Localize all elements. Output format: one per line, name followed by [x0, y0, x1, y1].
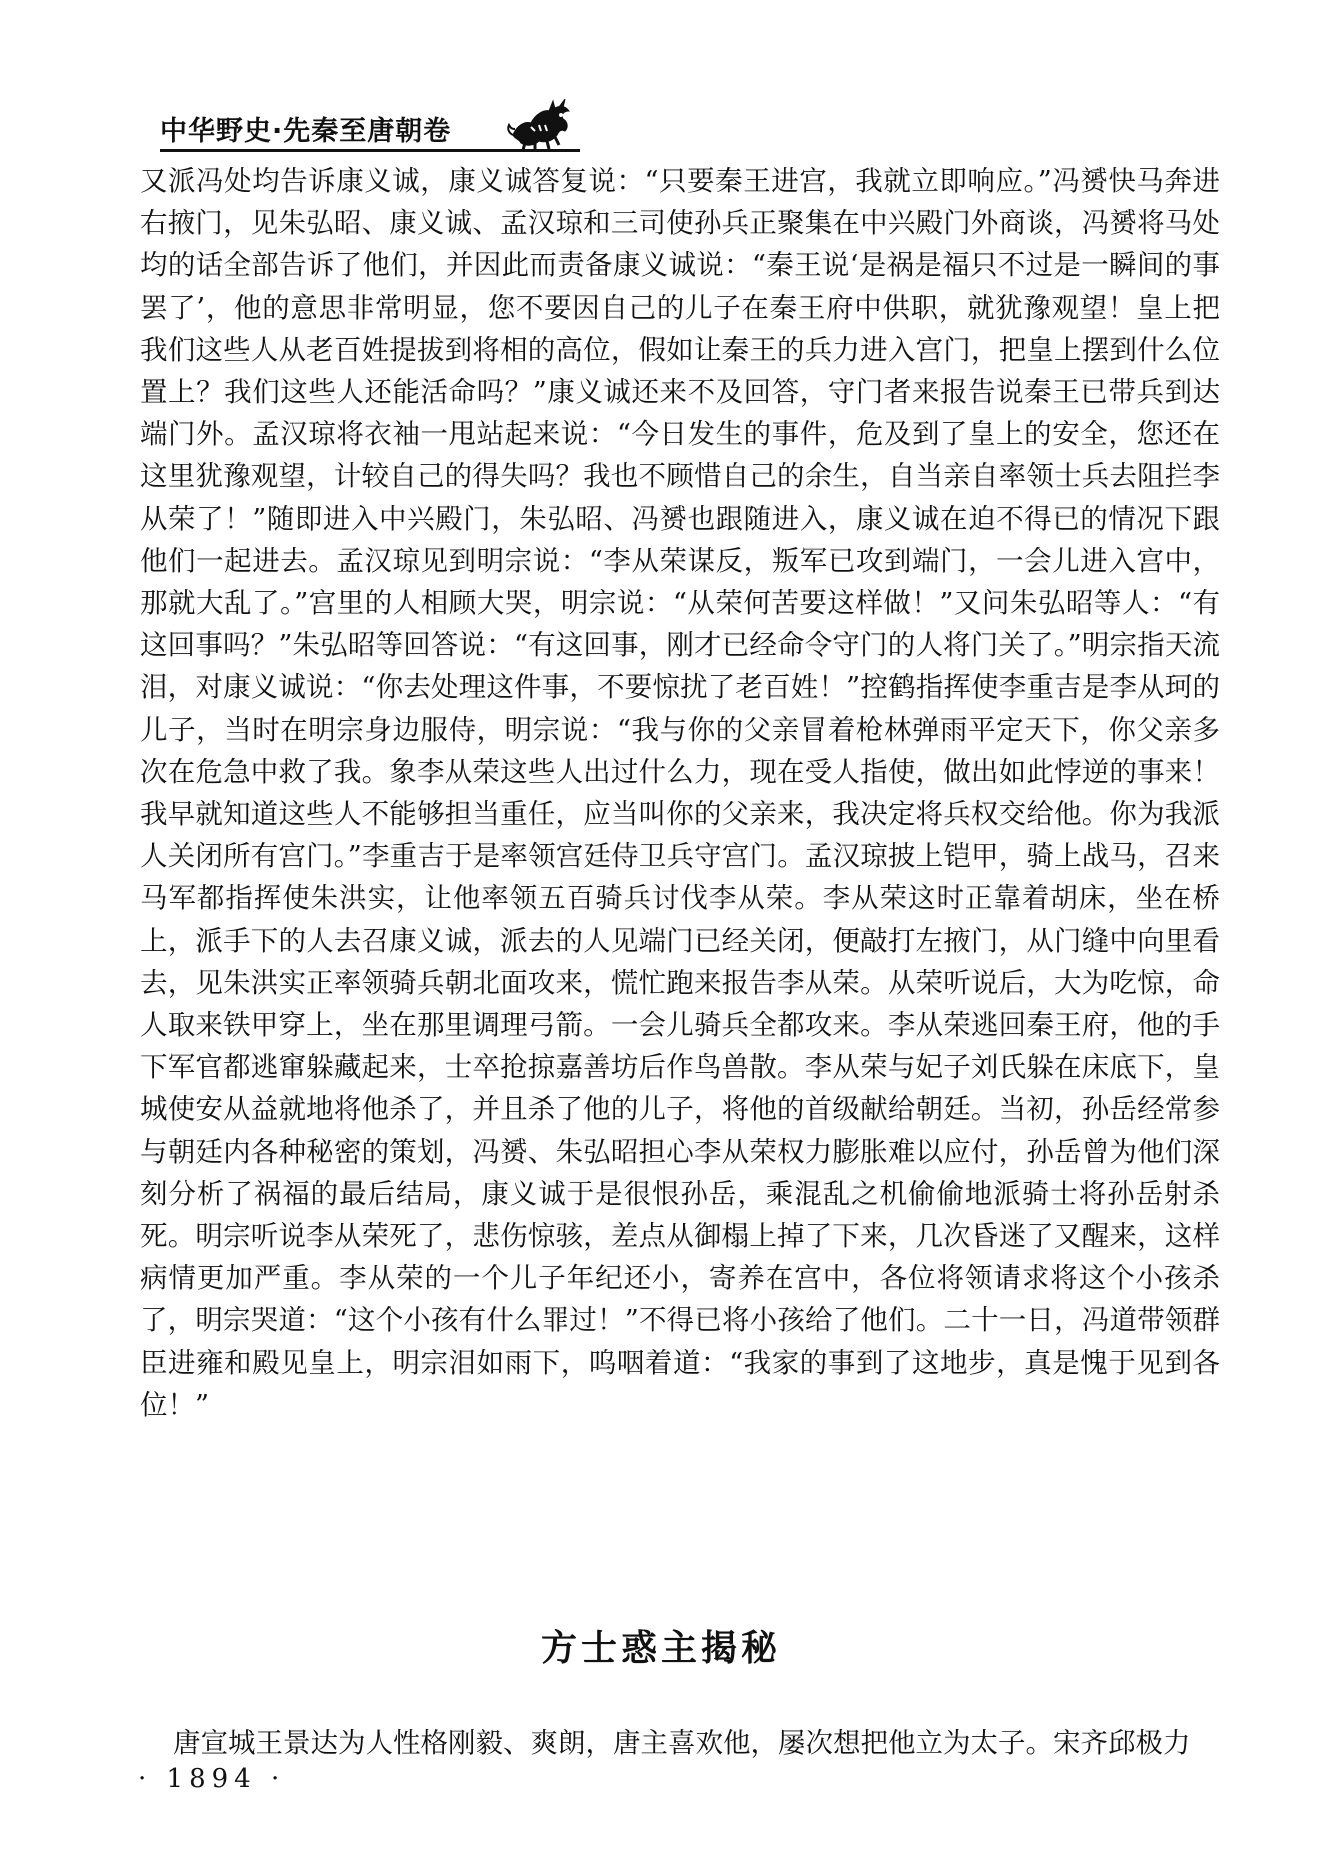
running-header [160, 95, 580, 155]
page-number: · 1894 · [138, 1764, 286, 1794]
dragon-emblem-icon [505, 95, 575, 151]
body-paragraph-continued: 唐宣城王景达为人性格刚毅、爽朗，唐主喜欢他，屡次想把他立为太子。宋齐邱极力 [173, 1727, 1191, 1759]
body-paragraph: 又派冯处均告诉康义诚，康义诚答复说：“只要秦王进宫，我就立即响应。”冯赟快马奔进右掖门，见朱弘昭、康义诚、孟汉琼和三司使孙兵正聚集在中兴殿门外商谈，冯赟将马处均的话全部告诉了他们，并因此而责备康义诚说：“秦王说‘是祸是福只不过是一瞬间的事罢了’，他的意思非常明显，您不要因自己的儿子在秦王府中供职，就犹豫观望！皇上把我们这些人从老百姓提拔到将相的高位，假如让秦王的兵力进入宫门，把皇上摆到什么位置上？我们这些人还能活命吗？”康义诚还来不及回答，守门者来报告说秦王已带兵到达端门外。孟汉琼将衣袖一甩站起来说：“今日发生的事件，危及到了皇上的安全，您还在这里犹豫观望，计较自己的得失吗？我也不顾惜自己的余生，自当亲自率领士兵去阻拦李从荣了！”随即进入中兴殿门，朱弘昭、冯赟也跟随进入，康义诚在迫不得已的情况下跟他们一起进去。孟汉琼见到明宗说：“李从荣谋反，叛军已攻到端门，一会儿进入宫中，那就大乱了。”宫里的人相顾大哭，明宗说：“从荣何苦要这样做！”又问朱弘昭等人：“有这回事吗？”朱弘昭等回答说：“有这回事，刚才已经命令守门的人将门关了。”明宗指天流泪，对康义诚说：“你去处理这件事，不要惊扰了老百姓！”控鹤指挥使李重吉是李从珂的儿子，当时在明宗身边服侍，明宗说：“我与你的父亲冒着枪林弹雨平定天下，你父亲多次在危急中救了我。象李从荣这些人出过什么力，现在受人指使，做出如此悖逆的事来！我早就知道这些人不能够担当重任，应当叫你的父亲来，我决定将兵权交给他。你为我派人关闭所有宫门。”李重吉于是率领宫廷侍卫兵守宫门。孟汉琼披上铠甲，骑上战马，召来马军都指挥使朱洪实，让他率领五百骑兵讨伐李从荣。李从荣这时正靠着胡床，坐在桥上，派手下的人去召康义诚，派去的人见端门已经关闭，便敲打左掖门，从门缝中向里看去，见朱洪实正率领骑兵朝北面攻来，慌忙跑来报告李从荣。从荣听说后，大为吃惊，命人取来铁甲穿上，坐在那里调理弓箭。一会儿骑兵全都攻来。李从荣逃回秦王府，他的手下军官都逃窜躲藏起来，士卒抢掠嘉善坊后作鸟兽散。李从荣与妃子刘氏躲在床底下，皇城使安从益就地将他杀了，并且杀了他的儿子，将他的首级献给朝廷。当初，孙岳经常参与朝廷内各种秘密的策划，冯赟、朱弘昭担心李从荣权力膨胀难以应付，孙岳曾为他们深刻分析了祸福的最后结局，康义诚于是很恨孙岳，乘混乱之机偷偷地派骑士将孙岳射杀死。明宗听说李从荣死了，悲伤惊骇，差点从御榻上掉了下来，几次昏迷了又醒来，这样病情更加严重。李从荣的一个儿子年纪还小，寄养在宫中，各位将领请求将这个小孩杀了，明宗哭道：“这个小孩有什么罪过！”不得已将小孩给了他们。二十一日，冯道带领群臣进雍和殿见皇上，明宗泪如雨下，呜咽着道：“我家的事到了这地步，真是愧于见到各位！” [140, 165, 1220, 1421]
header-divider [160, 149, 580, 152]
section-title: 方士惑主揭秘 [540, 1628, 781, 1669]
book-title: 中华野史·先秦至唐朝卷 [160, 116, 452, 147]
